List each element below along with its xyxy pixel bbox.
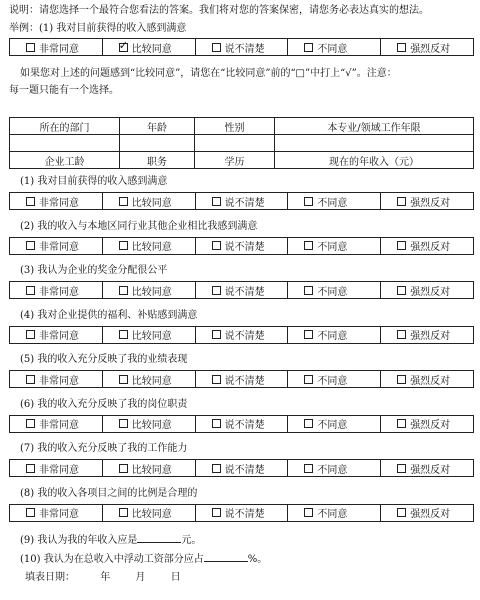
checkbox-icon[interactable] xyxy=(212,241,221,250)
info-label: 学历 xyxy=(195,152,275,169)
info-label: 所在的部门 xyxy=(10,118,120,135)
answer-options xyxy=(9,281,474,299)
checkbox-icon[interactable] xyxy=(26,43,35,52)
checkbox-icon[interactable] xyxy=(304,508,313,517)
checkbox-icon[interactable] xyxy=(397,286,406,295)
checkbox-icon[interactable] xyxy=(26,508,35,517)
answer-option[interactable]: 说不清楚 xyxy=(196,505,289,521)
checkbox-icon[interactable] xyxy=(119,241,128,250)
answer-option[interactable]: 比较同意 xyxy=(103,193,196,209)
info-input-cell[interactable] xyxy=(120,135,195,152)
checkbox-icon[interactable] xyxy=(397,375,406,384)
answer-option[interactable]: 强烈反对 xyxy=(381,238,473,254)
floating-pay-blank[interactable] xyxy=(204,551,248,562)
question-8: (8) 我的收入各项目之间的比例是合理的 xyxy=(20,487,198,499)
checkbox-icon[interactable] xyxy=(26,464,35,473)
info-input-cell[interactable] xyxy=(10,135,120,152)
answer-option[interactable]: 说不清楚 xyxy=(196,371,289,387)
answer-option[interactable]: 强烈反对 xyxy=(381,193,473,209)
answer-option[interactable]: 比较同意 xyxy=(103,282,196,298)
answer-option[interactable]: 非常同意 xyxy=(10,282,103,298)
answer-option[interactable]: 非常同意 xyxy=(10,505,103,521)
respondent-info-table xyxy=(9,117,474,169)
answer-options xyxy=(9,192,474,210)
question-5: (5) 我的收入充分反映了我的业绩表现 xyxy=(20,354,188,365)
answer-option[interactable]: 说不清楚 xyxy=(196,282,289,298)
answer-options xyxy=(9,415,474,433)
answer-option[interactable]: 非常同意 xyxy=(10,371,103,387)
answer-option[interactable]: 强烈反对 xyxy=(381,505,473,521)
answer-option[interactable]: 不同意 xyxy=(288,505,381,521)
answer-option[interactable]: 说不清楚 xyxy=(196,416,289,432)
answer-option[interactable]: 强烈反对 xyxy=(381,460,473,476)
answer-option[interactable]: 不同意 xyxy=(288,193,381,209)
answer-option[interactable]: 说不清楚 xyxy=(196,193,289,209)
checkbox-icon[interactable] xyxy=(119,330,128,339)
answer-option[interactable]: 比较同意 xyxy=(103,327,196,343)
info-label: 年龄 xyxy=(120,118,195,135)
answer-option[interactable]: 强烈反对 xyxy=(381,282,473,298)
answer-option[interactable]: 非常同意 xyxy=(10,238,103,254)
checkbox-icon[interactable] xyxy=(26,286,35,295)
answer-option[interactable]: 不同意 xyxy=(288,282,381,298)
checkbox-icon[interactable] xyxy=(119,464,128,473)
info-label: 现在的年收入（元） xyxy=(275,152,474,169)
checkbox-icon[interactable] xyxy=(304,197,313,206)
answer-option[interactable]: 非常同意 xyxy=(10,327,103,343)
answer-option[interactable]: 强烈反对 xyxy=(381,371,473,387)
example-options xyxy=(9,38,474,56)
answer-options xyxy=(9,370,474,388)
checkbox-icon[interactable] xyxy=(397,43,406,52)
question-6: (6) 我的收入充分反映了我的岗位职责 xyxy=(20,398,188,410)
answer-option[interactable]: 说不清楚 xyxy=(196,327,289,343)
checkbox-icon[interactable] xyxy=(304,286,313,295)
answer-option[interactable]: 比较同意 xyxy=(103,460,196,476)
checkbox-icon[interactable] xyxy=(119,508,128,517)
answer-option[interactable]: 不同意 xyxy=(288,416,381,432)
question-10: (10) 我认为在总收入中浮动工资部分应占 %。 xyxy=(20,551,267,566)
checkbox-icon[interactable] xyxy=(304,375,313,384)
info-label: 职务 xyxy=(120,152,195,169)
checkbox-icon[interactable] xyxy=(212,43,221,52)
answer-options xyxy=(9,237,474,255)
info-input-cell[interactable] xyxy=(195,135,275,152)
checkbox-icon[interactable] xyxy=(212,197,221,206)
answer-options xyxy=(9,326,474,344)
example-label: 举例：(1) 我对目前获得的收入感到满意 xyxy=(9,23,187,34)
checkbox-icon[interactable] xyxy=(26,241,35,250)
instruction-line-1: 如果您对上述的问题感到“比较同意”，请您在“比较同意”前的“□”中打上“√”。注意： xyxy=(20,68,397,79)
answer-option[interactable]: 非常同意 xyxy=(10,460,103,476)
answer-option[interactable]: 比较同意 xyxy=(103,371,196,387)
annual-income-blank[interactable] xyxy=(137,532,181,543)
checkbox-icon[interactable] xyxy=(212,375,221,384)
example-option[interactable]: 不同意 xyxy=(288,39,381,55)
checkbox-icon[interactable] xyxy=(26,419,35,428)
checkbox-icon[interactable] xyxy=(304,464,313,473)
answer-option[interactable]: 比较同意 xyxy=(103,238,196,254)
answer-option[interactable]: 不同意 xyxy=(288,371,381,387)
checkbox-icon[interactable] xyxy=(212,330,221,339)
answer-option[interactable]: 非常同意 xyxy=(10,416,103,432)
checkbox-icon[interactable] xyxy=(119,286,128,295)
answer-option[interactable]: 强烈反对 xyxy=(381,327,473,343)
checked-checkbox-icon[interactable] xyxy=(119,43,128,52)
answer-option[interactable]: 非常同意 xyxy=(10,193,103,209)
question-3: (3) 我认为企业的奖金分配很公平 xyxy=(20,265,168,276)
answer-option[interactable]: 不同意 xyxy=(288,327,381,343)
checkbox-icon[interactable] xyxy=(119,375,128,384)
checkbox-icon[interactable] xyxy=(304,43,313,52)
checkbox-icon[interactable] xyxy=(397,508,406,517)
info-label: 性别 xyxy=(195,118,275,135)
checkbox-icon[interactable] xyxy=(397,464,406,473)
checkbox-icon[interactable] xyxy=(26,197,35,206)
checkbox-icon[interactable] xyxy=(119,197,128,206)
checkbox-icon[interactable] xyxy=(26,330,35,339)
checkbox-icon[interactable] xyxy=(397,197,406,206)
answer-option[interactable]: 比较同意 xyxy=(103,505,196,521)
checkbox-icon[interactable] xyxy=(212,508,221,517)
question-7: (7) 我的收入充分反映了我的工作能力 xyxy=(20,443,188,454)
checkbox-icon[interactable] xyxy=(304,419,313,428)
example-option[interactable]: ✓ 比较同意 xyxy=(103,39,196,55)
answer-options xyxy=(9,504,474,522)
example-option[interactable]: 强烈反对 xyxy=(381,39,473,55)
answer-option[interactable]: 说不清楚 xyxy=(196,460,289,476)
checkbox-icon[interactable] xyxy=(397,241,406,250)
answer-option[interactable]: 不同意 xyxy=(288,460,381,476)
checkbox-icon[interactable] xyxy=(304,241,313,250)
checkbox-icon[interactable] xyxy=(212,419,221,428)
info-label: 本专业/领域工作年限 xyxy=(275,118,474,135)
answer-option[interactable]: 比较同意 xyxy=(103,416,196,432)
instructions-text: 说明：请您选择一个最符合您看法的答案。我们将对您的答案保密，请您务必表达真实的想法。 xyxy=(9,5,429,16)
checkbox-icon[interactable] xyxy=(212,286,221,295)
question-2: (2) 我的收入与本地区同行业其他企业相比我感到满意 xyxy=(20,220,258,232)
checkbox-icon[interactable] xyxy=(119,419,128,428)
checkbox-icon[interactable] xyxy=(397,330,406,339)
checkbox-icon[interactable] xyxy=(212,464,221,473)
checkbox-icon[interactable] xyxy=(26,375,35,384)
checkbox-icon[interactable] xyxy=(397,419,406,428)
answer-option[interactable]: 说不清楚 xyxy=(196,238,289,254)
question-9: (9) 我认为我的年收入应是 元。 xyxy=(20,532,201,547)
fill-date: 填表日期： 年 月 日 xyxy=(25,572,181,583)
answer-options xyxy=(9,459,474,477)
question-1: (1) 我对目前获得的收入感到满意 xyxy=(20,176,168,187)
question-4: (4) 我对企业提供的福利、补贴感到满意 xyxy=(20,309,198,321)
answer-option[interactable]: 强烈反对 xyxy=(381,416,473,432)
instruction-line-2: 每一题只能有一个选择。 xyxy=(9,85,119,96)
checkbox-icon[interactable] xyxy=(304,330,313,339)
example-option[interactable]: 非常同意 xyxy=(10,39,103,55)
answer-option[interactable]: 不同意 xyxy=(288,238,381,254)
info-input-cell[interactable] xyxy=(275,135,474,152)
info-label: 企业工龄 xyxy=(10,152,120,169)
example-option[interactable]: 说不清楚 xyxy=(196,39,289,55)
